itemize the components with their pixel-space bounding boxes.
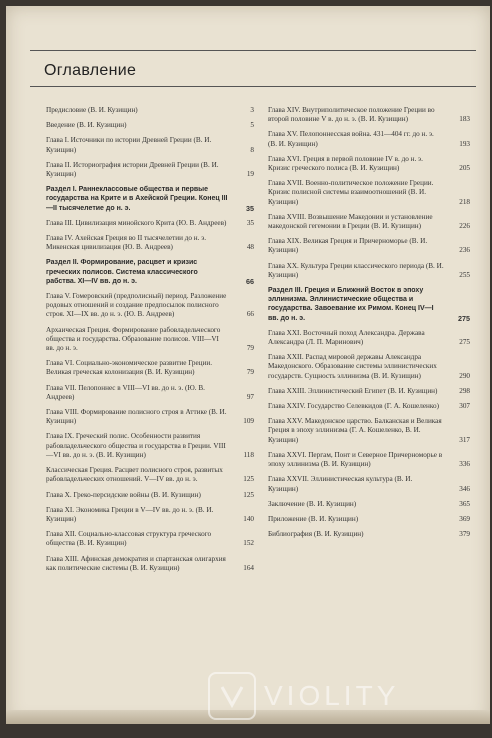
toc-entry [46, 121, 254, 130]
toc-entry-title: Раздел III. Греция и Ближний Восток в эпоху эллинизма. Эллинистические общества и государства. Завоевание их Римом. Конец IV—I вв. до н. э. [268, 287, 434, 322]
toc-entry-title: Глава X. Греко-персидские войны (В. И. Кузищин) [46, 490, 201, 499]
toc-entry [268, 475, 470, 493]
toc-entry [46, 408, 254, 426]
toc-entry-page: 79 [246, 344, 254, 353]
toc-entry-title: Глава XXI. Восточный поход Александра. Держава Александра (Л. П. Маринович) [268, 328, 425, 347]
toc-entry [268, 155, 470, 173]
toc-entry-page: 66 [246, 310, 254, 319]
toc-entry-page: 379 [459, 530, 470, 539]
toc-entry [46, 234, 254, 252]
toc-entry-page: 152 [243, 539, 254, 548]
toc-entry-title: Глава XI. Экономика Греции в V—IV вв. до н. э. (В. И. Кузищин) [46, 505, 214, 523]
toc-entry [268, 387, 470, 396]
toc-entry [46, 491, 254, 500]
toc-entry [46, 161, 254, 179]
toc-entry [46, 555, 254, 573]
toc-entry [46, 506, 254, 524]
toc-entry [268, 262, 470, 280]
toc-entry [268, 106, 470, 124]
toc-entry-title: Глава XX. Культура Греции классического периода (В. И. Кузищин) [268, 261, 444, 279]
toc-entry-title: Глава XIV. Внутриполитическое положение Греции во второй половине V в. до н. э. (В. И. Кузищин) [268, 106, 435, 124]
toc-entry-page: 183 [459, 115, 470, 124]
toc-entry-title: Предисловие (В. И. Кузищин) [46, 106, 138, 114]
toc-entry-page: 118 [243, 450, 254, 459]
book-page [6, 6, 490, 724]
toc-entry [268, 500, 470, 509]
toc-entry-title: Глава VIII. Формирование полисного строя в Аттике (В. И. Кузищин) [46, 408, 227, 426]
toc-entry-title: Приложение (В. И. Кузищин) [268, 514, 359, 523]
toc-entry-title: Раздел I. Раннеклассовые общества и первые государства на Крите и в Ахейской Греции. Конец III—II тысячелетие до н. э. [46, 186, 228, 212]
toc-entry [46, 359, 254, 377]
toc-entry-page: 236 [459, 246, 470, 255]
toc-entry-title: Глава V. Гомеровский (предполисный) период. Разложение родовых отношений и создание предпосылок полисного строя. XI—IX вв. до н. э. (Ю. В. Андреев) [46, 292, 227, 319]
toc-entry-page: 164 [243, 563, 254, 572]
toc-entry [46, 432, 254, 460]
toc-entry-page: 255 [459, 270, 470, 279]
toc-entry-page: 205 [459, 164, 470, 173]
toc-entry-page: 218 [459, 197, 470, 206]
violity-logo-icon [208, 672, 256, 720]
toc-entry [268, 353, 470, 381]
toc-entry [46, 136, 254, 154]
toc-entry-page: 8 [250, 145, 254, 154]
toc-entry-title: Глава XIII. Афинская демократия и спартанская олигархия как политические системы (В. И. Кузищин) [46, 554, 226, 572]
toc-entry [46, 466, 254, 484]
toc-entry-title: Глава I. Источники по истории Древней Греции (В. И. Кузищин) [46, 136, 212, 154]
toc-entry-title: Глава XXII. Распад мировой державы Александра Македонского. Образование системы эллинистических государств. Сущность эллинизма (В. И. Кузищин) [268, 353, 437, 380]
toc-entry-page: 5 [250, 121, 254, 130]
toc-entry-page: 346 [459, 484, 470, 493]
toc-entry-title: Глава XXVI. Пергам, Понт и Северное Причерноморье в эпоху эллинизма (В. И. Кузищин) [268, 450, 443, 469]
toc-entry [46, 530, 254, 548]
toc-entry [268, 515, 470, 524]
top-rule [30, 50, 476, 51]
toc-section [46, 258, 254, 286]
toc-entry-page: 369 [459, 514, 470, 523]
toc-entry [46, 384, 254, 402]
toc-entry-page: 3 [250, 106, 254, 114]
toc-entry-title: Глава XVIII. Возвышение Македонии и установление македонской гегемонии в Греции (В. И. Кузищин) [268, 212, 433, 231]
toc-entry-page: 336 [459, 460, 470, 469]
toc-entry [46, 326, 254, 354]
toc-entry-page: 365 [459, 499, 470, 508]
page-title: Оглавление [44, 62, 137, 79]
toc-entry [268, 130, 470, 148]
toc-entry [268, 179, 470, 207]
toc-entry-page: 307 [459, 402, 470, 411]
toc-entry-page: 79 [246, 368, 254, 377]
toc-entry-page: 290 [459, 371, 470, 380]
toc-entry-page: 97 [246, 392, 254, 401]
toc-entry-page: 109 [243, 417, 254, 426]
toc-entry-title: Библиография (В. И. Кузищин) [268, 530, 364, 539]
toc-entry-title: Глава IX. Греческий полис. Особенности развития рабовладельческого общества и государства в Греции. VIII—VI вв. до н. э. (В. И. Кузищин) [46, 432, 226, 459]
toc-entry-title: Глава XV. Пелопоннесская война. 431—404 гг. до н. э. (В. И. Кузищин) [268, 130, 434, 148]
toc-entry-title: Заключение (В. И. Кузищин) [268, 499, 357, 508]
toc-left-column [46, 106, 254, 579]
toc-entry [268, 213, 470, 231]
toc-entry-title: Глава II. Историография истории Древней Греции (В. И. Кузищин) [46, 160, 219, 179]
toc-entry-title: Глава XXIII. Эллинистический Египет (В. И. Кузищин) [268, 386, 438, 395]
toc-entry-page: 298 [459, 386, 470, 395]
toc-entry-page: 317 [459, 435, 470, 444]
toc-entry [46, 292, 254, 320]
toc-entry-page: 125 [243, 490, 254, 499]
toc-entry [268, 237, 470, 255]
toc-entry-page: 275 [459, 338, 470, 347]
toc-entry [268, 402, 470, 411]
toc-entry-title: Глава IV. Ахейская Греция во II тысячелетии до н. э. Микенская цивилизация (Ю. В. Андреев) [46, 234, 207, 252]
toc-entry-title: Глава XIX. Великая Греция и Причерноморье (В. И. Кузищин) [268, 237, 428, 255]
toc-entry-page: 226 [459, 222, 470, 231]
toc-entry-page: 19 [246, 170, 254, 179]
toc-entry-title: Глава VI. Социально-экономическое развитие Греции. Великая греческая колонизация (В. И. Кузищин) [46, 359, 213, 377]
toc-entry-page: 140 [243, 514, 254, 523]
toc-entry-page: 66 [246, 276, 254, 286]
toc-entry-page: 125 [243, 475, 254, 484]
toc-entry-page: 48 [246, 243, 254, 252]
toc-entry-title: Введение (В. И. Кузищин) [46, 121, 127, 130]
toc-entry-title: Глава VII. Пелопоннес в VIII—VI вв. до н. э. (Ю. В. Андреев) [46, 383, 205, 401]
toc-entry-title: Глава XXV. Македонское царство. Балканская и Великая Греция в эпоху эллинизма (Г. А. Кошеленко, В. И. Кузищин) [268, 417, 442, 444]
toc-entry-title: Классическая Греция. Расцвет полисного строя, развитых рабовладельческих отношений. V—IV вв. до н. э. [46, 466, 223, 484]
toc-entry [46, 106, 254, 115]
toc-entry [268, 530, 470, 539]
title-rule [30, 86, 476, 87]
toc-entry-title: Глава III. Цивилизация минойского Крита (Ю. В. Андреев) [46, 218, 227, 227]
toc-section [268, 286, 470, 323]
toc-entry-page: 35 [246, 218, 254, 227]
watermark [208, 668, 468, 724]
toc-entry-title: Глава XII. Социально-классовая структура греческого общества (В. И. Кузищин) [46, 530, 212, 548]
toc-entry [46, 219, 254, 228]
toc-entry [268, 417, 470, 445]
toc-entry-title: Глава XVII. Военно-политическое положение Греции. Кризис полисной системы взаимоотношений (В. И. Кузищин) [268, 179, 434, 206]
toc-entry [268, 329, 470, 347]
toc-entry-title: Глава XXVII. Эллинистическая культура (В. И. Кузищин) [268, 475, 413, 493]
toc-right-column [268, 106, 470, 545]
toc-section [46, 185, 254, 213]
toc-entry-title: Раздел II. Формирование, расцвет и кризис греческих полисов. Система классического рабства. XI—IV вв. до н. э. [46, 259, 198, 285]
watermark-text: VIOLITY [264, 680, 400, 711]
toc-entry-page: 275 [458, 313, 470, 323]
toc-entry-title: Глава XVI. Греция в первой половине IV в. до н. э. Кризис греческого полиса (В. И. Кузищин) [268, 154, 423, 173]
toc-entry-page: 35 [246, 203, 254, 213]
toc-entry-title: Архаическая Греция. Формирование рабовладельческого общества и государства. Образование полисов. VIII—VI вв. до н. э. [46, 325, 221, 353]
toc-entry-page: 193 [459, 139, 470, 148]
toc-entry [268, 451, 470, 469]
toc-entry-title: Глава XXIV. Государство Селевкидов (Г. А. Кошеленко) [268, 402, 439, 411]
